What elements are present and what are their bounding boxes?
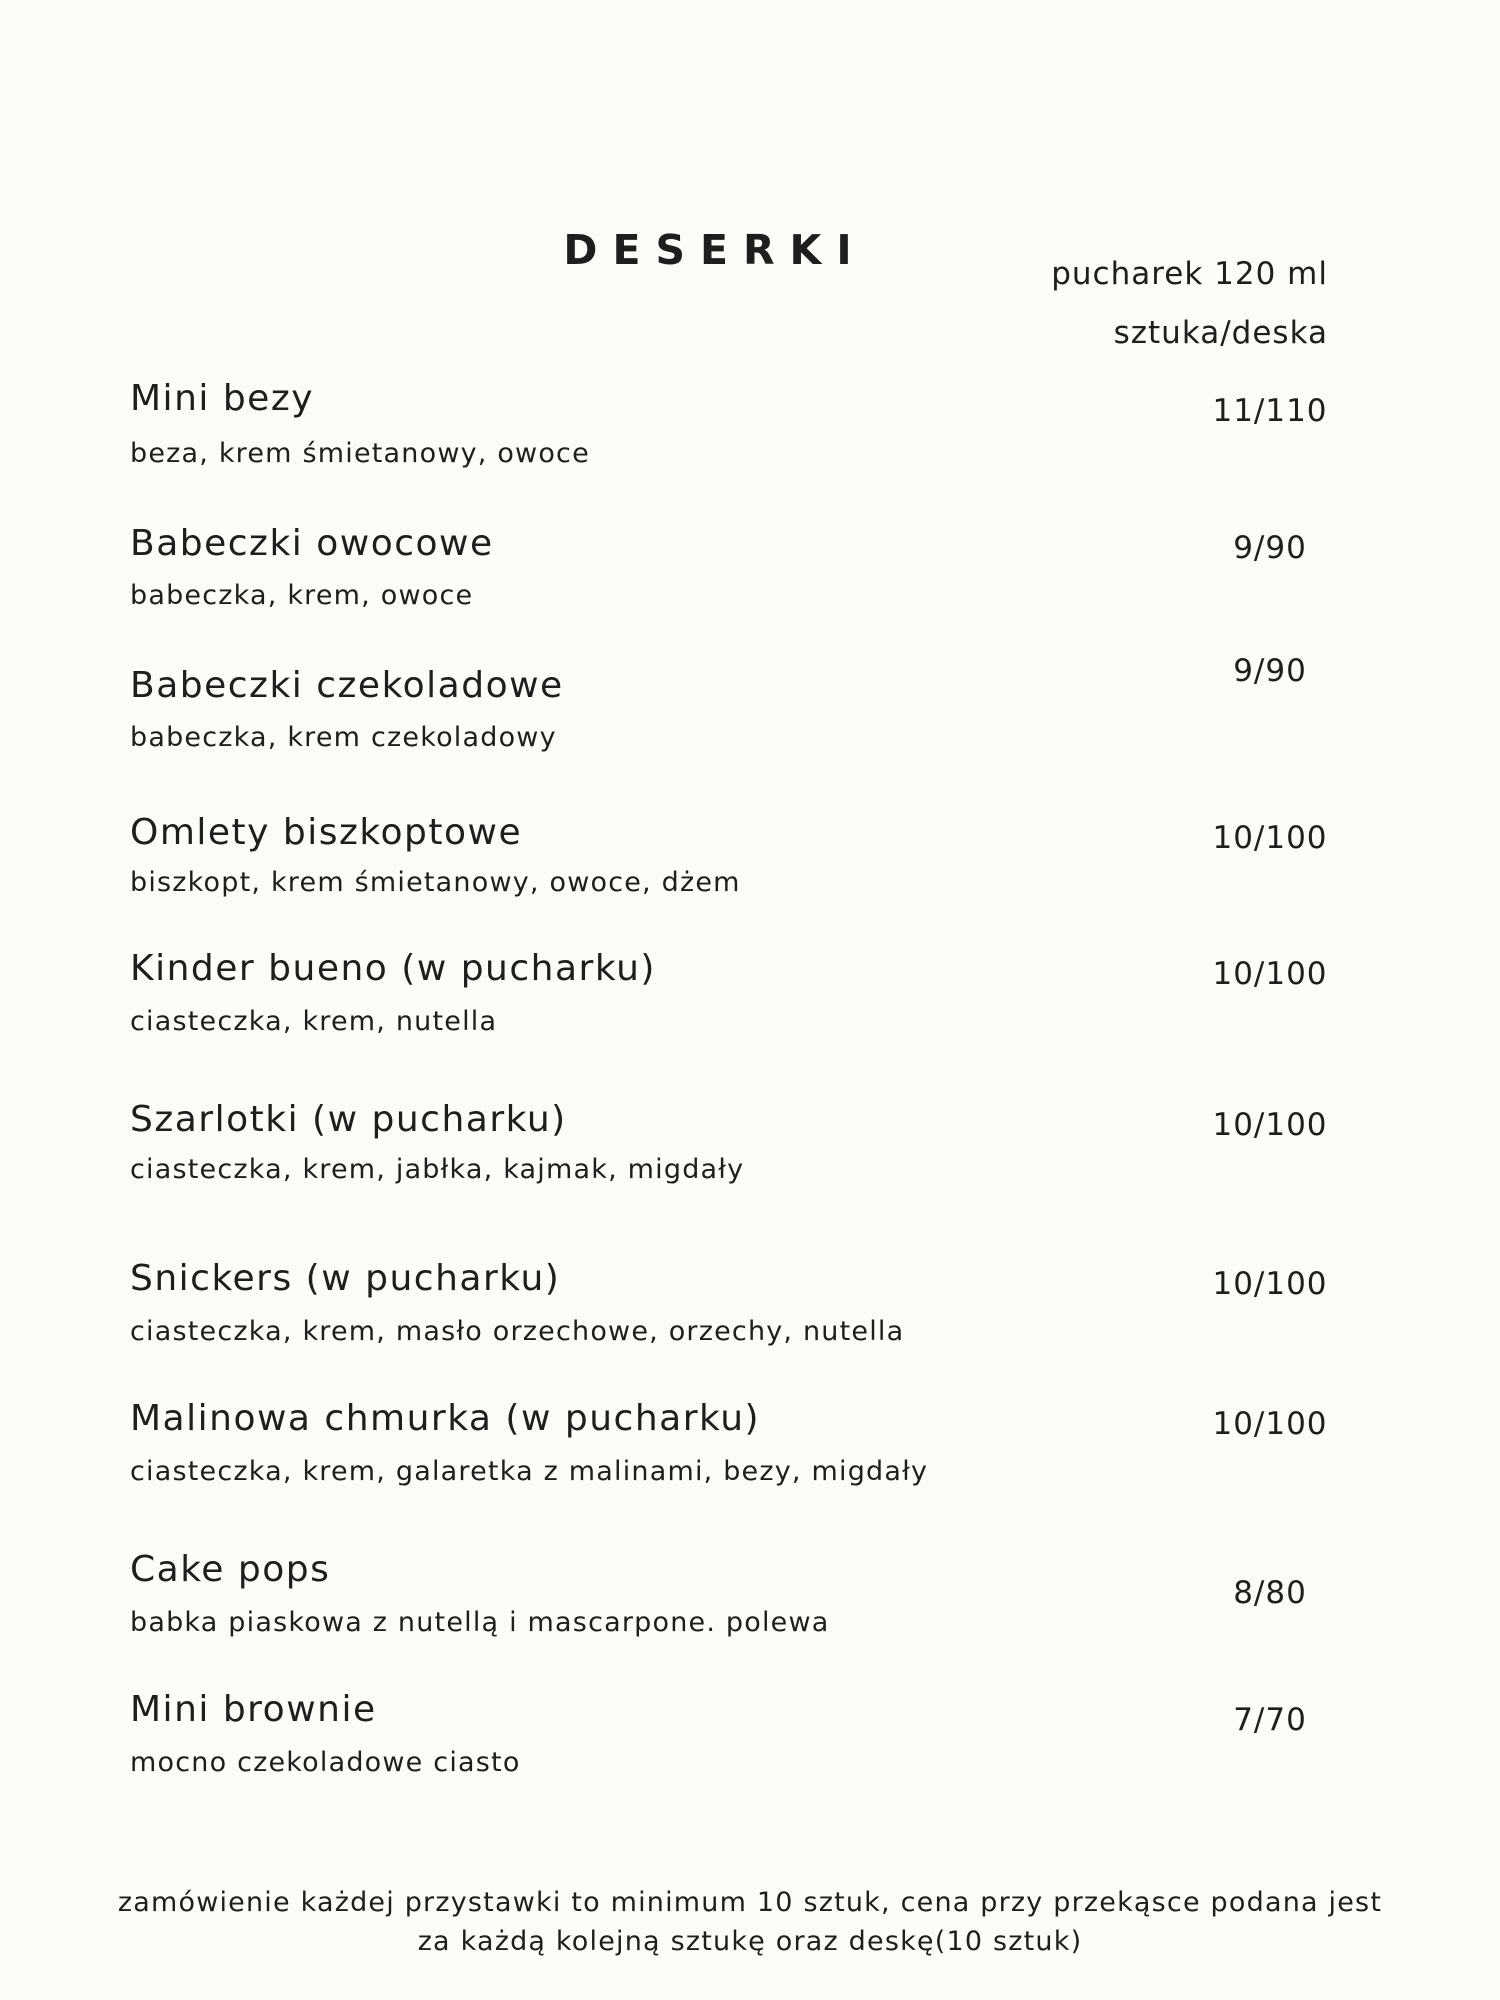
item-price: 9/90 bbox=[1233, 530, 1307, 566]
item-price: 7/70 bbox=[1233, 1702, 1307, 1738]
item-description: babeczka, krem czekoladowy bbox=[130, 722, 557, 753]
item-name: Mini bezy bbox=[130, 378, 315, 419]
item-name: Babeczki owocowe bbox=[130, 523, 494, 564]
order-note-line-1: zamówienie każdej przystawki to minimum 10 sztuk, cena przy przekąsce podana jest bbox=[117, 1887, 1383, 1918]
item-price: 10/100 bbox=[1212, 1406, 1328, 1442]
unit-header-cup: pucharek 120 ml bbox=[1051, 256, 1328, 292]
item-price: 8/80 bbox=[1233, 1575, 1307, 1611]
item-name: Szarlotki (w pucharku) bbox=[130, 1099, 567, 1140]
item-description: ciasteczka, krem, jabłka, kajmak, migdały bbox=[130, 1154, 745, 1185]
order-note bbox=[40, 1883, 1460, 1961]
item-price: 10/100 bbox=[1212, 1266, 1328, 1302]
unit-header-piece-board: sztuka/deska bbox=[1113, 315, 1328, 351]
item-description: ciasteczka, krem, nutella bbox=[130, 1006, 498, 1037]
item-description: babka piaskowa z nutellą i mascarpone. polewa bbox=[130, 1607, 830, 1638]
item-name: Snickers (w pucharku) bbox=[130, 1258, 561, 1299]
item-name: Babeczki czekoladowe bbox=[130, 665, 564, 706]
item-description: ciasteczka, krem, masło orzechowe, orzechy, nutella bbox=[130, 1316, 905, 1347]
item-description: biszkopt, krem śmietanowy, owoce, dżem bbox=[130, 867, 741, 898]
item-price: 10/100 bbox=[1212, 820, 1328, 856]
item-price: 10/100 bbox=[1212, 956, 1328, 992]
item-name: Kinder bueno (w pucharku) bbox=[130, 948, 656, 989]
page-title: DESERKI bbox=[563, 226, 867, 274]
item-description: beza, krem śmietanowy, owoce bbox=[130, 438, 590, 469]
order-note-line-2: za każdą kolejną sztukę oraz deskę(10 sztuk) bbox=[417, 1926, 1083, 1957]
item-price: 10/100 bbox=[1212, 1107, 1328, 1143]
item-name: Omlety biszkoptowe bbox=[130, 812, 523, 853]
item-description: mocno czekoladowe ciasto bbox=[130, 1747, 521, 1778]
item-name: Malinowa chmurka (w pucharku) bbox=[130, 1398, 761, 1439]
item-price: 11/110 bbox=[1212, 393, 1328, 429]
item-name: Mini brownie bbox=[130, 1689, 377, 1730]
item-description: babeczka, krem, owoce bbox=[130, 580, 474, 611]
item-price: 9/90 bbox=[1233, 653, 1307, 689]
item-description: ciasteczka, krem, galaretka z malinami, bezy, migdały bbox=[130, 1456, 929, 1487]
item-name: Cake pops bbox=[130, 1549, 331, 1590]
